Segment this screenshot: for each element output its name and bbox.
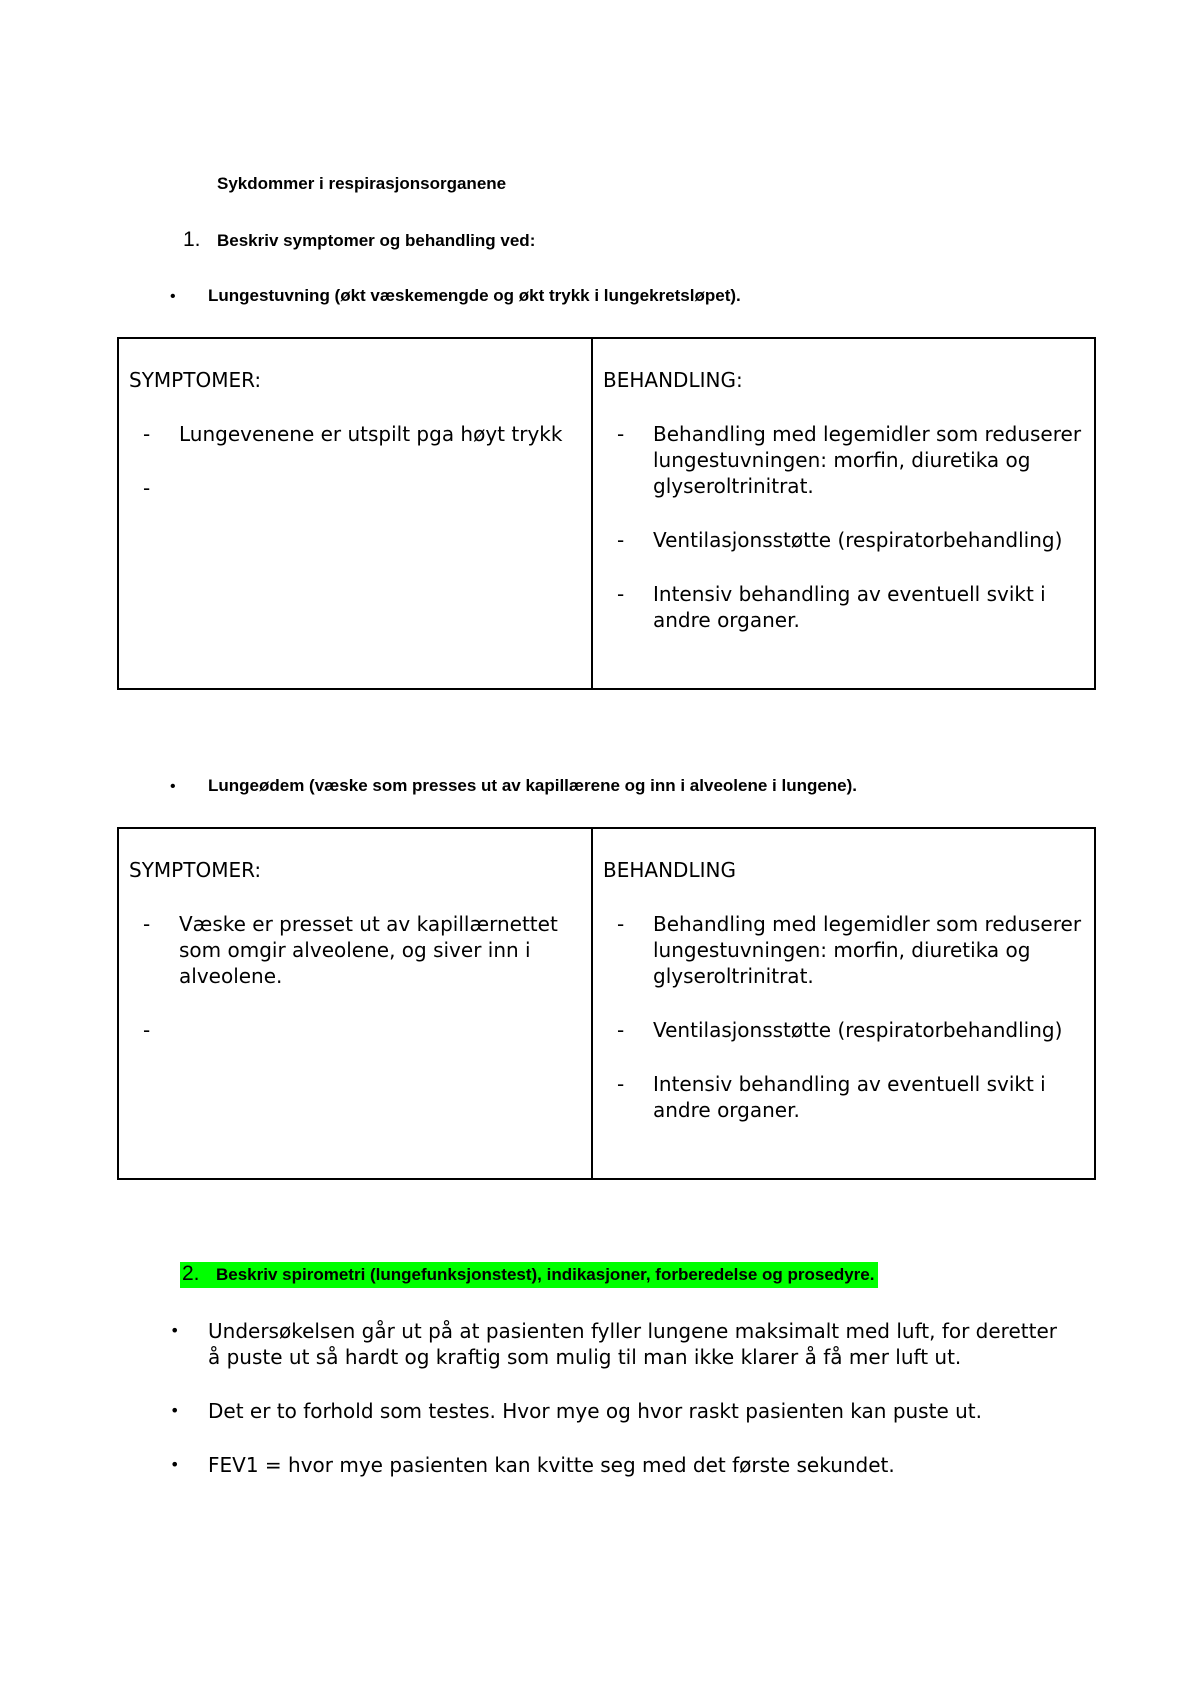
section-2-table (117, 827, 1096, 1180)
question-2 (180, 1262, 878, 1288)
list-item (603, 421, 1084, 499)
treatment-text: Ventilasjonsstøtte (respiratorbehandling) (653, 1018, 1063, 1042)
section-2-symptoms-cell (118, 828, 592, 1179)
answer-text: FEV1 = hvor mye pasienten kan kvitte seg med det første sekundet. (208, 1453, 895, 1477)
dash-marker: - (617, 528, 625, 552)
dash-marker: - (617, 422, 625, 446)
treatment-header: BEHANDLING (603, 858, 736, 882)
treatment-text: Intensiv behandling av eventuell svikt i andre organer. (653, 582, 1046, 632)
symptom-text: Væske er presset ut av kapillærnettet som omgir alveolene, og siver inn i alveolene. (179, 912, 558, 988)
symptom-text (179, 475, 581, 501)
symptoms-header: SYMPTOMER: (129, 368, 262, 392)
dash-marker: - (143, 422, 151, 446)
list-item (170, 1318, 1070, 1370)
section-1-treatment-cell (592, 338, 1095, 689)
bullet-icon: • (170, 1401, 180, 1420)
document-title: Sykdommer i respirasjonsorganene (217, 174, 507, 193)
symptom-text: Lungevenene er utspilt pga høyt trykk (179, 422, 563, 446)
list-item (129, 1017, 581, 1043)
question-2-number: 2. (182, 1262, 200, 1285)
list-item (603, 1017, 1084, 1043)
list-item (603, 527, 1084, 553)
section-1-heading-text: Lungestuvning (økt væskemengde og økt trykk i lungekretsløpet). (208, 286, 741, 305)
list-item (603, 581, 1084, 633)
list-item (129, 911, 581, 989)
bullet-icon: • (170, 778, 176, 795)
answer-2-list (170, 1318, 1070, 1506)
list-item (603, 911, 1084, 989)
dash-marker: - (617, 1018, 625, 1042)
treatment-text: Intensiv behandling av eventuell svikt i andre organer. (653, 1072, 1046, 1122)
question-2-text: Beskriv spirometri (lungefunksjonstest), indikasjoner, forberedelse og prosedyre. (216, 1265, 875, 1284)
treatment-text: Ventilasjonsstøtte (respiratorbehandling) (653, 528, 1063, 552)
answer-text: Det er to forhold som testes. Hvor mye og hvor raskt pasienten kan puste ut. (208, 1399, 982, 1423)
list-item (603, 1071, 1084, 1123)
bullet-icon: • (170, 288, 176, 305)
bullet-icon: • (170, 1455, 180, 1474)
answer-text: Undersøkelsen går ut på at pasienten fyller lungene maksimalt med luft, for deretter å puste ut så hardt og kraftig som mulig til man ikke klarer å få mer luft ut. (208, 1319, 1057, 1369)
dash-marker: - (143, 1018, 151, 1042)
list-item (129, 475, 581, 501)
section-2-heading (170, 776, 857, 796)
list-item (170, 1398, 1070, 1424)
list-item (129, 421, 581, 447)
list-item (170, 1452, 1070, 1478)
treatment-text: Behandling med legemidler som reduserer lungestuvningen: morfin, diuretika og glyseroltrinitrat. (653, 912, 1082, 988)
section-2-treatment-cell (592, 828, 1095, 1179)
dash-marker: - (617, 912, 625, 936)
treatment-header: BEHANDLING: (603, 368, 743, 392)
question-1-text: Beskriv symptomer og behandling ved: (217, 231, 536, 250)
section-1-table (117, 337, 1096, 690)
dash-marker: - (617, 1072, 625, 1096)
dash-marker: - (143, 912, 151, 936)
symptom-text (179, 1017, 581, 1043)
section-2-heading-text: Lungeødem (væske som presses ut av kapillærene og inn i alveolene i lungene). (208, 776, 858, 795)
bullet-icon: • (170, 1321, 180, 1340)
question-1 (183, 228, 535, 252)
section-1-symptoms-cell (118, 338, 592, 689)
dash-marker: - (143, 476, 151, 500)
section-1-heading (170, 286, 741, 306)
question-1-number: 1. (183, 228, 201, 251)
dash-marker: - (617, 582, 625, 606)
treatment-text: Behandling med legemidler som reduserer lungestuvningen: morfin, diuretika og glyseroltrinitrat. (653, 422, 1082, 498)
symptoms-header: SYMPTOMER: (129, 858, 262, 882)
